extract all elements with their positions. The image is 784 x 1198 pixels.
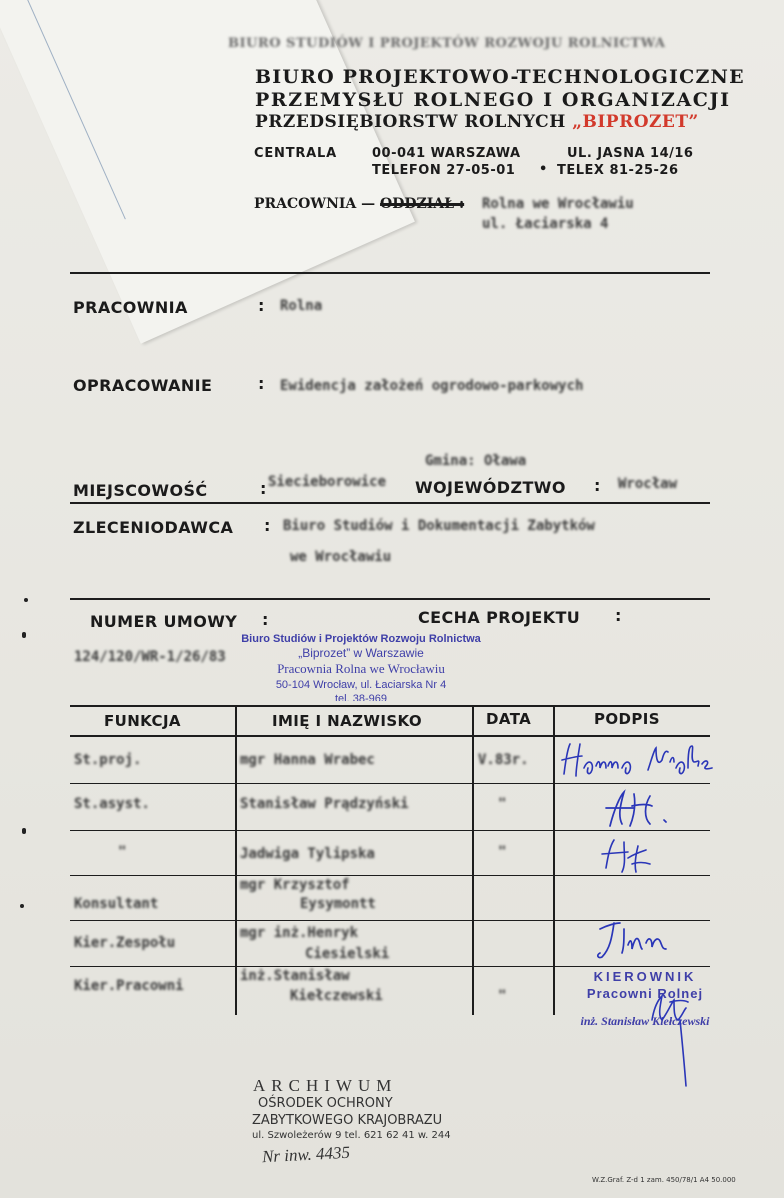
table-row: V.83r. [478, 752, 529, 768]
signature-stf [590, 786, 680, 832]
table-row: Ciesielski [305, 946, 390, 962]
zleceniodawca-value-line1: Biuro Studiów i Dokumentacji Zabytków [283, 518, 595, 534]
table-row: Kiełczewski [290, 988, 383, 1004]
telefon: TELEFON 27-05-01 [372, 163, 516, 178]
zleceniodawca-value-line2: we Wrocławiu [290, 549, 392, 565]
scan-mark [22, 632, 26, 638]
table-row: Eysymontt [300, 896, 376, 912]
table-row: " [498, 796, 507, 812]
signature-jlun [590, 915, 690, 965]
biprozet-stamp [236, 632, 486, 701]
table-row: " [498, 844, 507, 860]
table-col-divider-1 [235, 705, 237, 1015]
header-old-name: BIURO STUDIÓW I PROJEKTÓW ROZWOJU ROLNICTWA [228, 36, 666, 51]
inventory-number-handwritten: Nr inw. 4435 [261, 1142, 351, 1167]
kierownik-unit: Pracowni Rolnej [586, 986, 704, 1001]
row-divider [70, 783, 710, 784]
signature-kielczewski [630, 990, 710, 1090]
bullet-separator: • [539, 162, 548, 177]
header-line2: PRZEMYSŁU ROLNEGO I ORGANIZACJI [255, 89, 731, 111]
scan-mark [22, 828, 26, 834]
header-funkcja: FUNKCJA [104, 712, 181, 730]
miejscowosc-colon: : [260, 479, 267, 498]
archive-stamp-title: ARCHIWUM [253, 1076, 398, 1095]
pracownia-header-label [254, 196, 464, 212]
table-row: mgr Hanna Wrabec [240, 752, 375, 768]
print-code: W.Z.Graf. Z-d 1 zam. 450/78/1 A4 50.000 [592, 1176, 736, 1184]
table-row: mgr inż.Henryk [240, 925, 359, 941]
cecha-projektu-label: CECHA PROJEKTU [418, 608, 581, 627]
header-data: DATA [486, 710, 532, 728]
header-line3 [255, 112, 699, 132]
kierownik-name: inż. Stanisław Kiełczewski [580, 1014, 710, 1028]
table-row: " [118, 844, 127, 860]
centrala-label: CENTRALA [254, 146, 337, 161]
archive-stamp-line3: ZABYTKOWEGO KRAJOBRAZU [252, 1113, 443, 1128]
wojewodztwo-colon: : [594, 476, 601, 495]
branch-line1: Rolna we Wrocławiu [482, 196, 634, 212]
opracowanie-label: OPRACOWANIE [73, 376, 213, 395]
zleceniodawca-colon: : [264, 516, 271, 535]
scan-mark [24, 598, 28, 602]
table-header-line [70, 735, 710, 737]
signature-hanna-wrabec [556, 738, 716, 782]
table-row: Kier.Pracowni [74, 978, 184, 994]
row-divider [70, 966, 710, 967]
table-row: Stanisław Prądzyński [240, 796, 409, 812]
stamp-line4: 50-104 Wrocław, ul. Łaciarska Nr 4 [275, 679, 447, 691]
wojewodztwo-label: WOJEWÓDZTWO [415, 478, 566, 497]
signature-jty [588, 834, 658, 876]
kierownik-title: KIEROWNIK [593, 969, 697, 984]
table-row: " [498, 988, 507, 1004]
stamp-line5: tel. 38-969 [335, 693, 387, 701]
wojewodztwo-value: Wrocław [618, 476, 678, 492]
pracownia-label: PRACOWNIA [73, 298, 188, 317]
numer-umowy-colon: : [262, 610, 269, 629]
header-podpis: PODPIS [594, 710, 660, 728]
pracownia-colon: : [258, 296, 265, 315]
opracowanie-value: Ewidencja założeń ogrodowo-parkowych [280, 378, 584, 394]
table-row: Kier.Zespołu [74, 935, 176, 951]
cecha-projektu-colon: : [615, 606, 622, 625]
table-row: Jadwiga Tylipska [240, 846, 375, 862]
numer-umowy-label: NUMER UMOWY [90, 612, 238, 631]
header-imie-nazwisko: IMIĘ I NAZWISKO [272, 712, 423, 730]
miejscowosc-label: MIEJSCOWOŚĆ [73, 481, 208, 500]
centrala-city: 00-041 WARSZAWA [372, 146, 521, 161]
table-col-divider-2 [472, 705, 474, 1015]
archive-stamp-address: ul. Szwoleżerów 9 tel. 621 62 41 w. 244 [252, 1130, 451, 1141]
stamp-line3: Pracownia Rolna we Wrocławiu [277, 661, 445, 676]
branch-line2: ul. Łaciarska 4 [482, 216, 609, 232]
gmina-value: Gmina: Oława [425, 453, 527, 469]
table-row: mgr Krzysztof [240, 877, 350, 893]
zleceniodawca-divider [70, 598, 710, 600]
pracownia-value: Rolna [280, 298, 323, 314]
table-row: St.asyst. [74, 796, 150, 812]
miejscowosc-divider [70, 502, 710, 504]
brand-name: „BIPROZET” [572, 112, 699, 132]
numer-umowy-value: 124/120/WR-1/26/83 [74, 649, 226, 665]
stamp-line1: Biuro Studiów i Projektów Rozwoju Rolnictwa [241, 633, 481, 645]
telex: TELEX 81-25-26 [557, 163, 679, 178]
zleceniodawca-label: ZLECENIODAWCA [73, 518, 234, 537]
table-top-line [70, 705, 710, 707]
table-row: St.proj. [74, 752, 142, 768]
header-line3-main: PRZEDSIĘBIORSTW ROLNYCH [255, 112, 566, 132]
pracownia-header-text: PRACOWNIA — [254, 196, 381, 212]
opracowanie-colon: : [258, 374, 265, 393]
table-row: Konsultant [74, 896, 159, 912]
oddzial-label: ODDZIAŁ : [380, 196, 465, 212]
table-row: inż.Stanisław [240, 968, 350, 984]
header-divider [70, 272, 710, 274]
scan-mark [20, 904, 24, 908]
stamp-line2: „Biprozet” w Warszawie [298, 646, 424, 660]
archive-stamp-line2: OŚRODEK OCHRONY [258, 1096, 393, 1111]
centrala-street: UL. JASNA 14/16 [567, 146, 694, 161]
header-line1: BIURO PROJEKTOWO-TECHNOLOGICZNE [255, 66, 745, 88]
miejscowosc-value: Siecieborowice [268, 474, 387, 490]
